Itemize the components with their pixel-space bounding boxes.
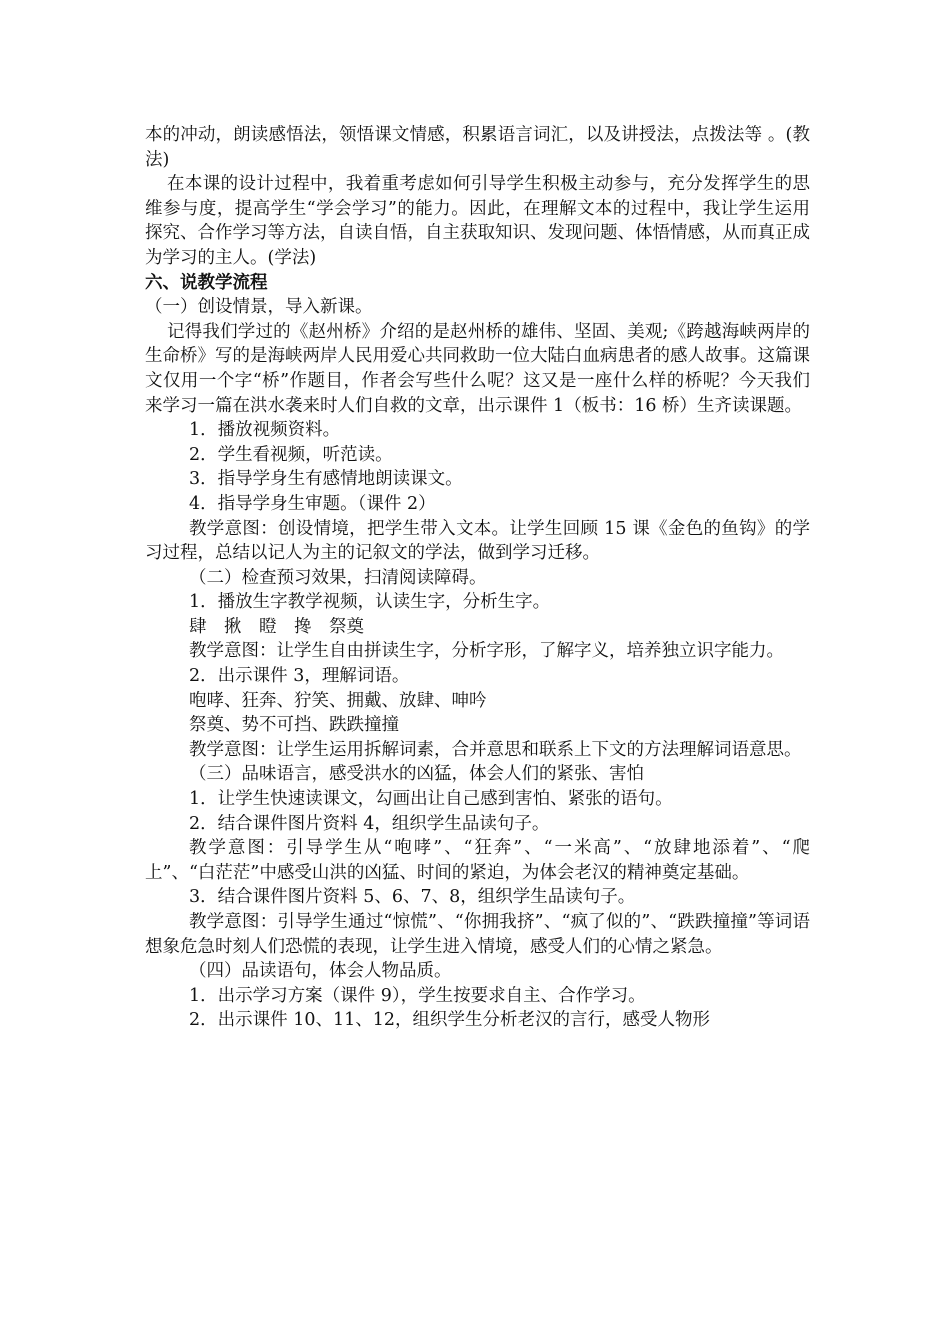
paragraph: 在本课的设计过程中，我着重考虑如何引导学生积极主动参与，充分发挥学生的思维参与度，提高学生“学会学习”的能力。因此，在理解文本的过程中，我让学生运用探究、合作学习等方法，自读自悟，自主获取知识、发现问题、体悟情感，从而真正成为学习的主人。(学法) (145, 174, 810, 268)
list-item: 1．播放生字教学视频，认读生字，分析生字。 (189, 592, 551, 613)
teaching-intent: 教学意图：让学生自由拼读生字，分析字形，了解字义，培养独立识字能力。 (189, 641, 784, 662)
teaching-intent: 教学意图：引导学生通过“惊慌”、“你拥我挤”、“疯了似的”、“跌跌撞撞”等词语想象危急时刻人们恐慌的表现，让学生进入情境，感受人们的心情之紧急。 (145, 912, 810, 957)
teaching-intent: 教学意图：让学生运用拆解词素，合并意思和联系上下文的方法理解词语意思。 (189, 739, 802, 760)
section-heading: 六、说教学流程 (145, 272, 268, 293)
list-item: 4．指导学身生审题。（课件 2） (189, 493, 436, 514)
list-item: 2．出示课件 10、11、12，组织学生分析老汉的言行，感受人物形 (189, 1010, 710, 1031)
teaching-intent: 教学意图：引导学生从“咆哮”、“狂奔”、“一米高”、“放肆地添着”、“爬上”、“白茫茫”中感受山洪的凶猛、时间的紧迫，为体会老汉的精神奠定基础。 (145, 838, 810, 883)
word-list: 祭奠、势不可挡、跌跌撞撞 (189, 715, 399, 736)
list-item: 2．学生看视频，听范读。 (189, 444, 393, 465)
list-item: 2．出示课件 3，理解词语。 (189, 666, 410, 687)
subsection-heading: （三）品味语言，感受洪水的凶猛，体会人们的紧张、害怕 (189, 764, 644, 785)
list-item: 1．出示学习方案（课件 9），学生按要求自主、合作学习。 (189, 985, 646, 1006)
word-list: 咆哮、狂奔、狞笑、拥戴、放肆、呻吟 (189, 690, 487, 711)
paragraph: 记得我们学过的《赵州桥》介绍的是赵州桥的雄伟、坚固、美观;《跨越海峡两岸的生命桥》写的是海峡两岸人民用爱心共同救助一位大陆白血病患者的感人故事。这篇课文仅用一个字“桥”作题目，作者会写些什么呢？这又是一座什么样的桥呢？今天我们来学习一篇在洪水袭来时人们自救的文章，出示课件 1（板书：16 桥）生齐读课题。 (145, 321, 810, 416)
character-list: 肆 揪 瞪 搀 祭奠 (189, 616, 364, 637)
subsection-heading: （一）创设情景，导入新课。 (145, 297, 373, 318)
subsection-heading: （二）检查预习效果，扫清阅读障碍。 (189, 567, 487, 588)
list-item: 3．结合课件图片资料 5、6、7、8，组织学生品读句子。 (189, 887, 636, 908)
list-item: 1．播放视频资料。 (189, 420, 341, 441)
document-page (145, 123, 810, 1033)
list-item: 1．让学生快速读课文，勾画出让自己感到害怕、紧张的语句。 (189, 789, 673, 810)
teaching-intent: 教学意图：创设情境，把学生带入文本。让学生回顾 15 课《金色的鱼钩》的学习过程，总结以记人为主的记叙文的学法，做到学习迁移。 (145, 518, 810, 564)
list-item: 3．指导学身生有感情地朗读课文。 (189, 469, 463, 490)
list-item: 2．结合课件图片资料 4，组织学生品读句子。 (189, 813, 550, 834)
paragraph: 本的冲动，朗读感悟法，领悟课文情感，积累语言词汇，以及讲授法，点拨法等 。(教法) (145, 125, 810, 170)
subsection-heading: （四）品读语句，体会人物品质。 (189, 961, 452, 982)
